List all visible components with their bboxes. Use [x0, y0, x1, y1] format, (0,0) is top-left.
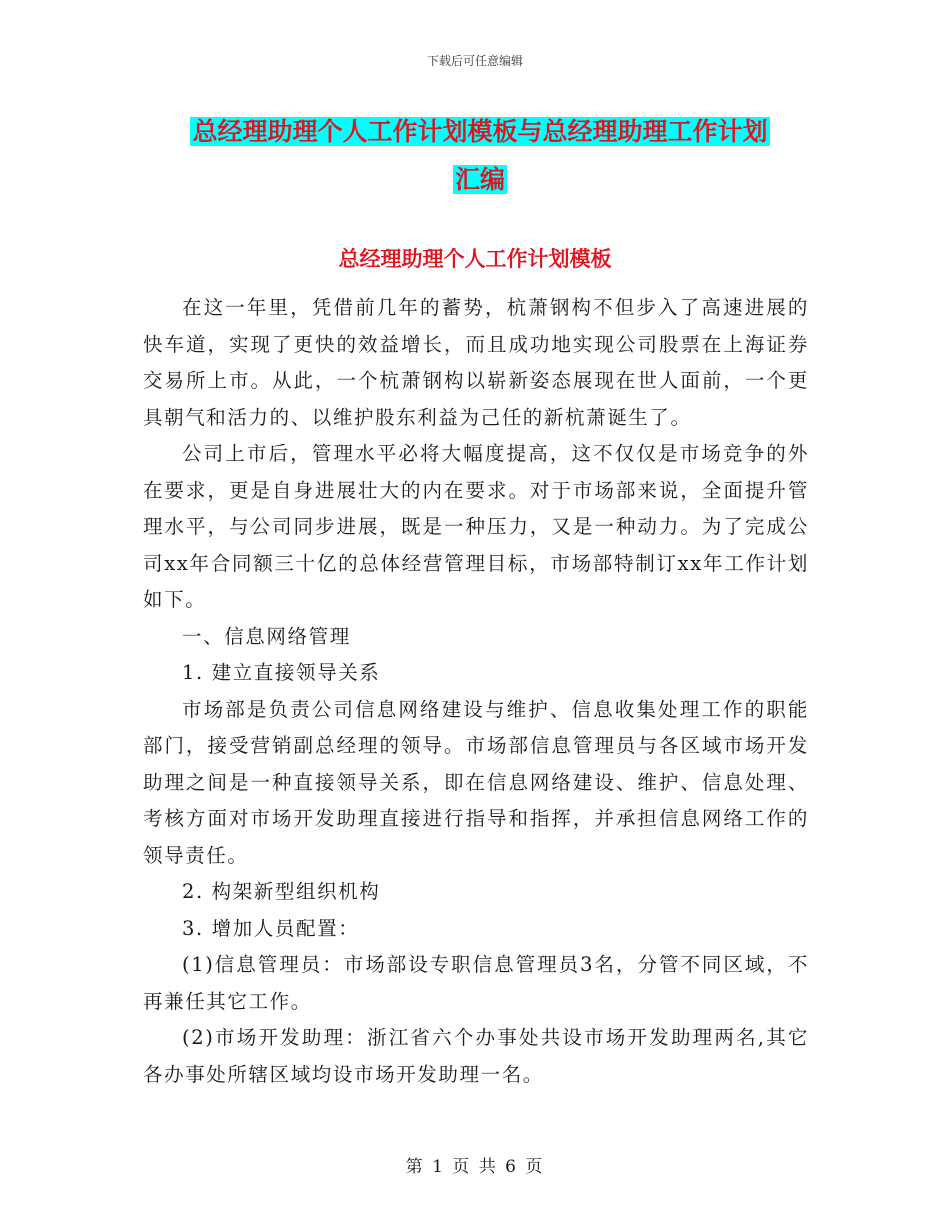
- heading-level-2: 1. 建立直接领导关系: [182, 661, 381, 684]
- document-title: [150, 108, 810, 204]
- heading-level-1: 一、信息网络管理: [182, 624, 351, 648]
- page-indicator: 第 1 页 共 6 页: [405, 1157, 545, 1177]
- heading-level-2: 2. 构架新型组织机构: [182, 880, 381, 903]
- paragraph: (2)市场开发助理：浙江省六个办事处共设市场开发助理两名,其它各办事处所辖区域均设市场开发助理一名。: [143, 1026, 809, 1086]
- document-title-line-1: 总经理助理个人工作计划模板与总经理助理工作计划: [192, 117, 768, 146]
- paragraph: 公司上市后，管理水平必将大幅度提高，这不仅仅是市场竞争的外在要求，更是自身进展壮大的内在要求。对于市场部来说，全面提升管理水平，与公司同步进展，既是一种压力，又是一种动力。为了完成公司xx年合同额三十亿的总体经营管理目标，市场部特制订xx年工作计划如下。: [143, 442, 809, 611]
- paragraph: 市场部是负责公司信息网络建设与维护、信息收集处理工作的职能部门，接受营销副总经理的领导。市场部信息管理员与各区域市场开发助理之间是一种直接领导关系，即在信息网络建设、维护、信息处理、考核方面对市场开发助理直接进行指导和指挥，并承担信息网络工作的领导责任。: [143, 697, 809, 867]
- paragraph: (1)信息管理员：市场部设专职信息管理员3名，分管不同区域，不再兼任其它工作。: [143, 953, 809, 1013]
- document-body: [143, 290, 809, 1093]
- document-title-line-2: 汇编: [454, 165, 505, 194]
- heading-level-2: 3. 增加人员配置：: [182, 916, 360, 940]
- section-title: 总经理助理个人工作计划模板: [338, 247, 612, 271]
- header-note: 下载后可任意编辑: [426, 54, 523, 68]
- paragraph: 在这一年里，凭借前几年的蓄势，杭萧钢构不但步入了高速进展的快车道，实现了更快的效益增长，而且成功地实现公司股票在上海证券交易所上市。从此，一个杭萧钢构以崭新姿态展现在世人面前，一个更具朝气和活力的、以维护股东利益为己任的新杭萧诞生了。: [143, 296, 809, 429]
